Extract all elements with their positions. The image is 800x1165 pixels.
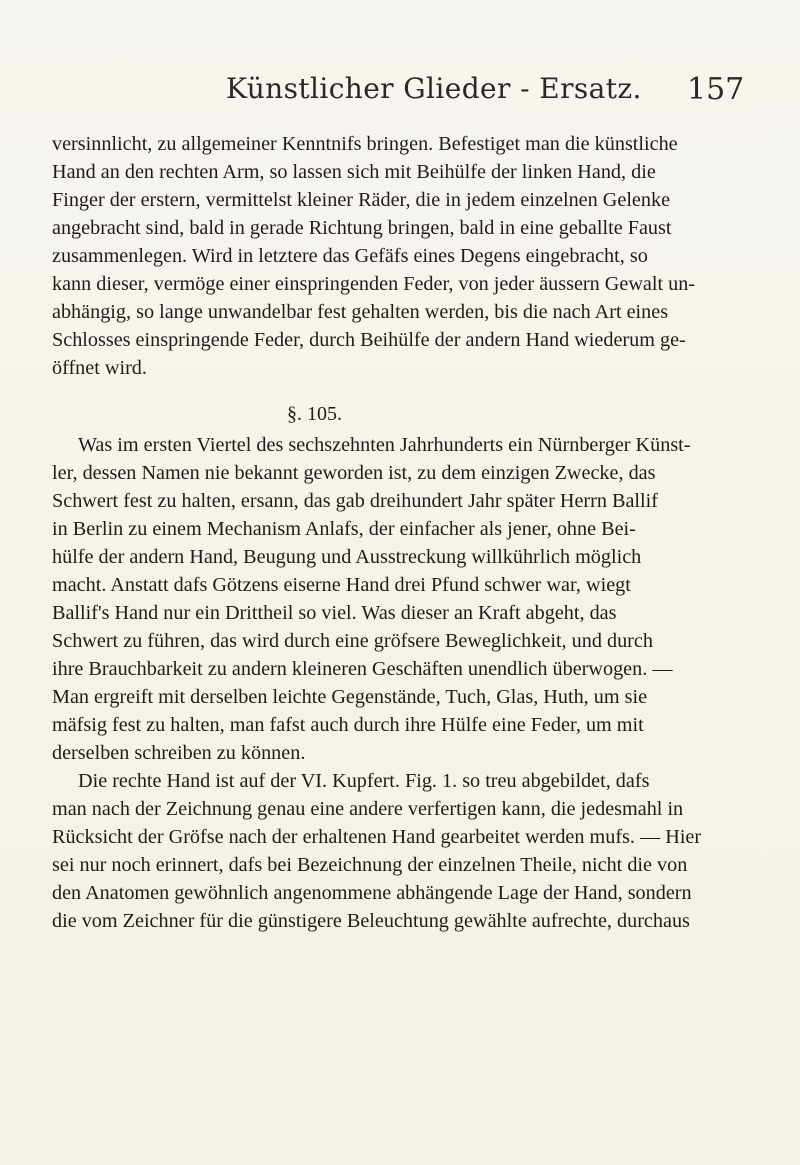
text-line: abhängig, so lange unwandelbar fest gehalten werden, bis die nach Art eines bbox=[52, 301, 669, 323]
paragraph-3 bbox=[52, 767, 736, 935]
text-line: ler, dessen Namen nie bekannt geworden ist, zu dem einzigen Zwecke, das bbox=[52, 462, 656, 484]
text-line: Schwert fest zu halten, ersann, das gab dreihundert Jahr später Herrn Ballif bbox=[52, 490, 658, 512]
section-mark: §. 105. bbox=[287, 403, 342, 425]
page-number: 157 bbox=[687, 72, 745, 107]
text-line: hülfe der andern Hand, Beugung und Ausstreckung willkührlich möglich bbox=[52, 546, 642, 568]
text-line: die vom Zeichner für die günstigere Beleuchtung gewählte aufrechte, durchaus bbox=[52, 910, 690, 932]
text-line: Finger der erstern, vermittelst kleiner Räder, die in jedem einzelnen Gelenke bbox=[52, 189, 671, 211]
text-line: angebracht sind, bald in gerade Richtung bringen, bald in eine geballte Faust bbox=[52, 217, 672, 239]
text-line: man nach der Zeichnung genau eine andere verfertigen kann, die jedesmahl in bbox=[52, 798, 684, 820]
text-line: zusammenlegen. Wird in letztere das Gefäfs eines Degens eingebracht, so bbox=[52, 245, 648, 267]
running-title: Künstlicher Glieder - Ersatz. bbox=[226, 72, 642, 105]
text-line: mäfsig fest zu halten, man fafst auch durch ihre Hülfe eine Feder, um mit bbox=[52, 714, 644, 736]
text-line: Ballif's Hand nur ein Drittheil so viel. Was dieser an Kraft abgeht, das bbox=[52, 602, 617, 624]
text-line: Man ergreift mit derselben leichte Gegenstände, Tuch, Glas, Huth, um sie bbox=[52, 686, 648, 708]
text-line: sei nur noch erinnert, dafs bei Bezeichnung der einzelnen Theile, nicht die von bbox=[52, 854, 688, 876]
paragraph-2 bbox=[52, 431, 736, 767]
text-line: macht. Anstatt dafs Götzens eiserne Hand drei Pfund schwer war, wiegt bbox=[52, 574, 631, 596]
page-header bbox=[0, 72, 800, 112]
section-spacer bbox=[52, 382, 736, 398]
text-line: Schlosses einspringende Feder, durch Beihülfe der andern Hand wiederum ge- bbox=[52, 329, 686, 351]
paragraph-1 bbox=[52, 130, 736, 382]
text-line: Schwert zu führen, das wird durch eine gröfsere Beweglichkeit, und durch bbox=[52, 630, 653, 652]
text-line: Was im ersten Viertel des sechszehnten Jahrhunderts ein Nürnberger Künst- bbox=[78, 434, 691, 456]
text-line: Rücksicht der Gröfse nach der erhaltenen Hand gearbeitet werden mufs. — Hier bbox=[52, 826, 702, 848]
text-line: derselben schreiben zu können. bbox=[52, 742, 306, 764]
text-line: kann dieser, vermöge einer einspringenden Feder, von jeder äussern Gewalt un- bbox=[52, 273, 696, 295]
text-line: versinnlicht, zu allgemeiner Kenntnifs bringen. Befestiget man die künstliche bbox=[52, 133, 678, 155]
text-line: Die rechte Hand ist auf der VI. Kupfert. Fig. 1. so treu abgebildet, dafs bbox=[78, 770, 650, 792]
text-line: den Anatomen gewöhnlich angenommene abhängende Lage der Hand, sondern bbox=[52, 882, 692, 904]
text-line: öffnet wird. bbox=[52, 357, 147, 379]
text-line: in Berlin zu einem Mechanism Anlafs, der einfacher als jener, ohne Bei- bbox=[52, 518, 636, 540]
text-line: Hand an den rechten Arm, so lassen sich mit Beihülfe der linken Hand, die bbox=[52, 161, 656, 183]
main-text bbox=[52, 130, 736, 935]
text-line: ihre Brauchbarkeit zu andern kleineren Geschäften unendlich überwogen. — bbox=[52, 658, 673, 680]
